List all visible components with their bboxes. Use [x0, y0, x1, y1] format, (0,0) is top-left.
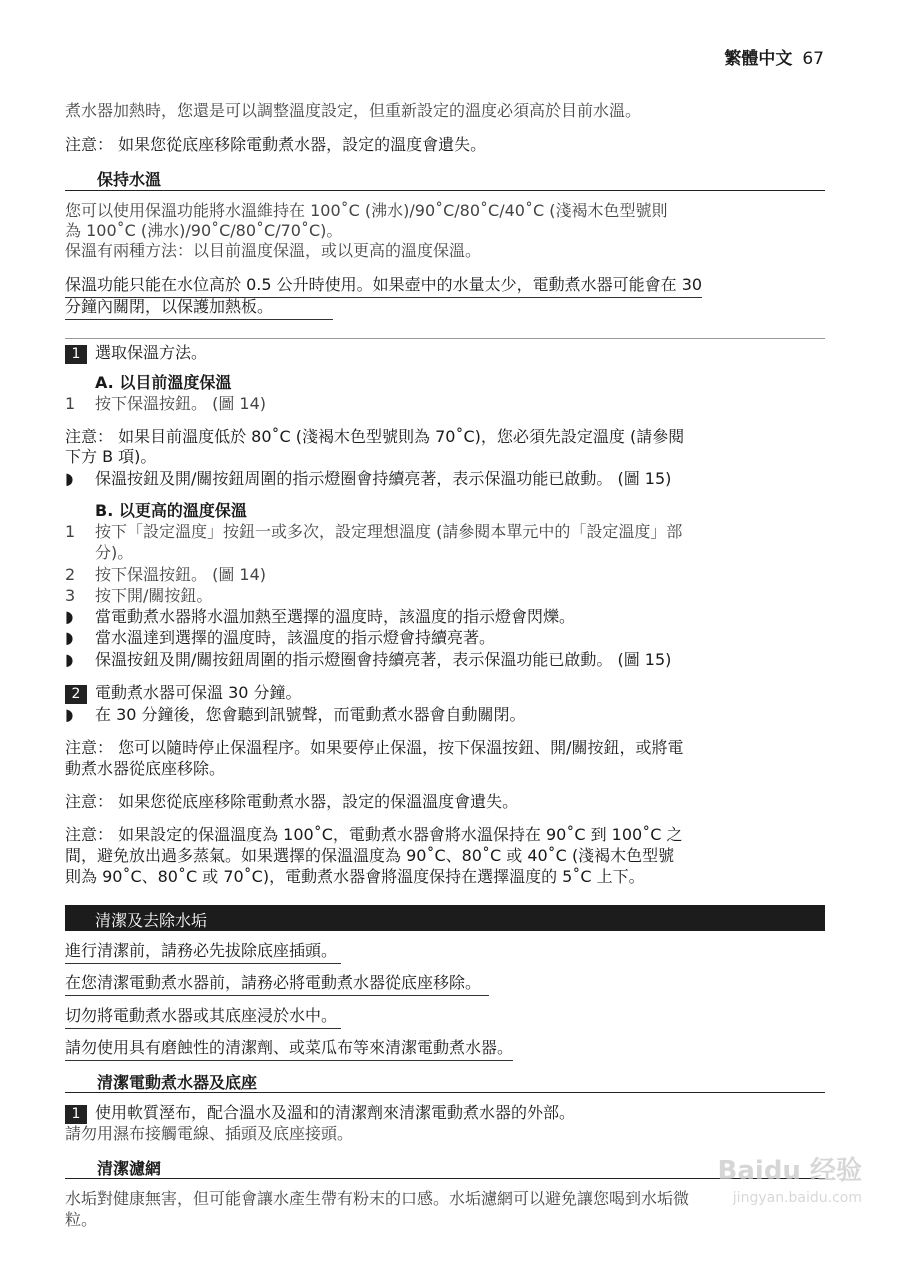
- note: 動煮水器從底座移除。: [65, 759, 226, 778]
- list-item-continued: 分)。: [95, 543, 134, 562]
- list-number: 2: [65, 565, 76, 584]
- note: 注意： 如果目前溫度低於 80˚C (淺褐木色型號則為 70˚C)，您必須先設定溫度 (請參閱: [65, 427, 685, 446]
- paragraph: 請勿用濕布接觸電線、插頭及底座接頭。: [65, 1124, 354, 1143]
- paragraph: 保溫有兩種方法：以目前溫度保溫，或以更高的溫度保溫。: [65, 241, 482, 260]
- note: 間，避免放出過多蒸氣。如果選擇的保溫溫度為 90˚C、80˚C 或 40˚C (淺褐木色型號: [65, 846, 675, 865]
- section-rule: [65, 1092, 825, 1093]
- section-title-keep-warm: 保持水溫: [97, 170, 162, 189]
- note: 下方 B 項)。: [65, 447, 157, 466]
- section-bar-cleaning: [65, 905, 825, 931]
- warning-line: 保溫功能只能在水位高於 0.5 公升時使用。如果壺中的水量太少，電動煮水器可能會在 30: [65, 274, 702, 298]
- section-rule: [65, 1178, 825, 1179]
- step: [65, 682, 302, 704]
- list-item: [65, 393, 266, 414]
- note: 注意： 如果設定的保溫溫度為 100˚C，電動煮水器會將水溫保持在 90˚C 到 100˚C 之: [65, 825, 683, 844]
- section-title-clean-filter: 清潔濾網: [97, 1159, 162, 1178]
- list-text: 按下保溫按鈕。 (圖 14): [95, 565, 267, 584]
- paragraph: 您可以使用保溫功能將水溫維持在 100˚C (沸水)/90˚C/80˚C/40˚C (淺褐木色型號則: [65, 201, 668, 220]
- list-text: 按下開/關按鈕。: [95, 586, 213, 605]
- bullet-icon: ◗: [65, 628, 74, 647]
- warning-line: 分鐘內關閉，以保護加熱板。: [65, 296, 333, 320]
- section-bar-title: 清潔及去除水垢: [95, 911, 208, 930]
- list-item: [65, 521, 682, 542]
- subheading: A. 以目前溫度保溫: [95, 373, 232, 392]
- step-number: 1: [65, 345, 87, 364]
- watermark-logo: Baidu 经验: [717, 1156, 862, 1186]
- list-item: [65, 564, 266, 585]
- warning-line: 進行清潔前，請務必先拔除底座插頭。: [65, 940, 341, 964]
- list-text: 按下「設定溫度」按鈕一或多次，設定理想溫度 (請參閱本單元中的「設定溫度」部: [95, 522, 683, 541]
- step: [65, 1102, 575, 1124]
- bullet-text: 當電動煮水器將水溫加熱至選擇的溫度時，該溫度的指示燈會閃爍。: [95, 607, 576, 626]
- subheading: B. 以更高的溫度保溫: [95, 501, 247, 520]
- list-number: 1: [65, 522, 76, 541]
- header-language: 繁體中文: [724, 49, 793, 69]
- bullet-text: 保溫按鈕及開/關按鈕周圍的指示燈圈會持續亮著，表示保溫功能已啟動。 (圖 15): [95, 469, 672, 488]
- bullet-item: [65, 649, 671, 670]
- list-number: 1: [65, 394, 76, 413]
- bullet-icon: ◗: [65, 607, 74, 626]
- step-number: 1: [65, 1105, 87, 1124]
- note: 注意： 如果您從底座移除電動煮水器，設定的溫度會遺失。: [65, 135, 487, 154]
- note: 注意： 您可以隨時停止保溫程序。如果要停止保溫，按下保溫按鈕、開/關按鈕，或將電: [65, 738, 684, 757]
- paragraph: 為 100˚C (沸水)/90˚C/80˚C/70˚C)。: [65, 221, 343, 240]
- bullet-text: 在 30 分鐘後，您會聽到訊號聲，而電動煮水器會自動關閉。: [95, 705, 526, 724]
- warning: [65, 972, 489, 996]
- warning-line: 在您清潔電動煮水器前，請務必將電動煮水器從底座移除。: [65, 972, 489, 996]
- bullet-icon: ◗: [65, 650, 74, 669]
- warning-line: 切勿將電動煮水器或其底座浸於水中。: [65, 1005, 341, 1029]
- step-text: 使用軟質溼布，配合溫水及溫和的清潔劑來清潔電動煮水器的外部。: [95, 1103, 576, 1122]
- watermark-url: jingyan.baidu.com: [732, 1190, 862, 1206]
- note: 則為 90˚C、80˚C 或 70˚C)，電動煮水器會將溫度保持在選擇溫度的 5˚C 上下。: [65, 867, 645, 886]
- bullet-text: 保溫按鈕及開/關按鈕周圍的指示燈圈會持續亮著，表示保溫功能已啟動。 (圖 15): [95, 650, 672, 669]
- page-number: 67: [802, 49, 824, 69]
- bullet-icon: ◗: [65, 705, 74, 724]
- bullet-item: [65, 627, 495, 648]
- list-number: 3: [65, 586, 76, 605]
- warning-line: 請勿使用具有磨蝕性的清潔劑、或菜瓜布等來清潔電動煮水器。: [65, 1037, 513, 1061]
- list-text: 按下保溫按鈕。 (圖 14): [95, 394, 267, 413]
- paragraph: 粒。: [65, 1210, 98, 1229]
- step-text: 電動煮水器可保溫 30 分鐘。: [95, 683, 302, 702]
- warning: [65, 296, 333, 320]
- bullet-item: [65, 704, 526, 725]
- list-item: [65, 585, 212, 606]
- paragraph: 煮水器加熱時，您還是可以調整溫度設定，但重新設定的溫度必須高於目前水溫。: [65, 101, 642, 120]
- warning: [65, 1005, 341, 1029]
- step: [65, 342, 207, 364]
- step-number: 2: [65, 685, 87, 704]
- section-title-clean-kettle: 清潔電動煮水器及底座: [97, 1073, 258, 1092]
- page-header: [724, 44, 824, 69]
- warning: [65, 274, 702, 298]
- bullet-icon: ◗: [65, 469, 74, 488]
- section-rule: [65, 190, 825, 191]
- divider: [65, 338, 825, 339]
- bullet-item: [65, 606, 575, 627]
- bullet-item: [65, 468, 671, 489]
- warning: [65, 940, 341, 964]
- paragraph: 水垢對健康無害，但可能會讓水產生帶有粉末的口感。水垢濾網可以避免讓您喝到水垢微: [65, 1189, 690, 1208]
- step-text: 選取保溫方法。: [95, 343, 208, 362]
- bullet-text: 當水溫達到選擇的溫度時，該溫度的指示燈會持續亮著。: [95, 628, 496, 647]
- warning: [65, 1037, 513, 1061]
- note: 注意： 如果您從底座移除電動煮水器，設定的保溫溫度會遺失。: [65, 792, 519, 811]
